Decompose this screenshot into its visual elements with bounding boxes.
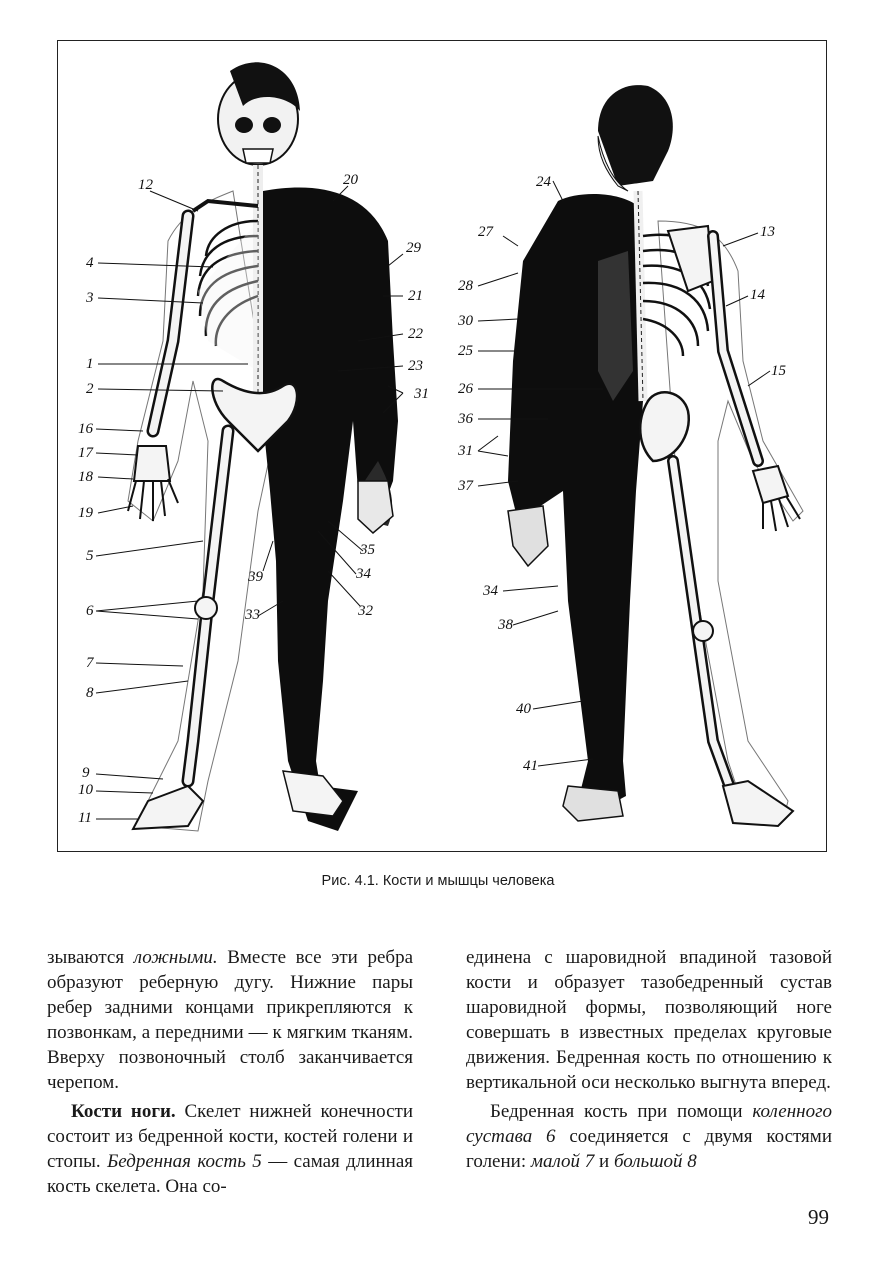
- callout-label: 24: [536, 174, 551, 190]
- callout-label: 11: [78, 810, 92, 826]
- callout-label: 28: [458, 278, 473, 294]
- callout-label: 25: [458, 343, 473, 359]
- text-column-right: [466, 945, 832, 1174]
- callout-label: 8: [86, 685, 94, 701]
- callout-label: 37: [458, 478, 473, 494]
- callout-label: 23: [408, 358, 423, 374]
- text-run: Вместе все эти ребра образуют реберную дугу. Нижние пары ребер задними концами прикрепляются к позвонкам, а передними — к мягким тканям. Вверху позвоночный столб заканчивается черепом.: [47, 947, 414, 1093]
- back-figure: [508, 85, 803, 826]
- callout-label: 3: [86, 290, 94, 306]
- italic-term: малой 7: [530, 1151, 595, 1172]
- callout-label: 35: [360, 542, 375, 558]
- text-run: зываются: [47, 947, 134, 968]
- figure-frame: [57, 40, 827, 852]
- paragraph: единена с шаровидной впадиной тазовой кости и образует тазобедренный сустав шаровидной формы, позволяющий ноге совершать в известных пределах круговые движения. Бедренная кость по отношению к вертикальной оси несколько выгнута вперед.: [466, 947, 832, 1093]
- callout-label: 22: [408, 326, 423, 342]
- callout-label: 31: [414, 386, 429, 402]
- callout-label: 15: [771, 363, 786, 379]
- callout-label: 40: [516, 701, 531, 717]
- callout-label: 34: [356, 566, 371, 582]
- callout-label: 10: [78, 782, 93, 798]
- callout-label: 34: [483, 583, 498, 599]
- paragraph: [47, 1099, 413, 1199]
- italic-term: большой 8: [613, 1151, 697, 1172]
- callout-label: 2: [86, 381, 94, 397]
- callout-label: 14: [750, 287, 765, 303]
- section-heading: Кости ноги.: [71, 1101, 176, 1122]
- callout-label: 18: [78, 469, 93, 485]
- italic-term: коленного сустава 6: [466, 1101, 832, 1147]
- callout-label: 30: [458, 313, 473, 329]
- callout-label: 27: [478, 224, 493, 240]
- callout-label: 1: [86, 356, 94, 372]
- text-run: Бедренная кость при помощи: [490, 1101, 753, 1122]
- paragraph: [47, 945, 413, 1095]
- italic-term: ложными.: [133, 947, 218, 968]
- callout-label: 39: [248, 569, 263, 585]
- anatomy-illustration: [58, 41, 827, 852]
- callout-label: 36: [458, 411, 473, 427]
- callout-label: 31: [458, 443, 473, 459]
- paragraph: [466, 1099, 832, 1174]
- callout-label: 5: [86, 548, 94, 564]
- callout-label: 41: [523, 758, 538, 774]
- callout-label: 9: [82, 765, 90, 781]
- callout-label: 33: [245, 607, 260, 623]
- text-run: и: [594, 1151, 614, 1172]
- callout-label: 21: [408, 288, 423, 304]
- callout-label: 29: [406, 240, 421, 256]
- callout-label: 6: [86, 603, 94, 619]
- callout-label: 12: [138, 177, 153, 193]
- text-column-left: [47, 945, 413, 1199]
- callout-label: 19: [78, 505, 93, 521]
- callout-label: 20: [343, 172, 358, 188]
- callout-label: 7: [86, 655, 94, 671]
- text-run: соединяется с двумя костями голени:: [466, 1126, 832, 1172]
- callout-label: 16: [78, 421, 93, 437]
- page-number: 99: [808, 1205, 829, 1229]
- figure-caption: Рис. 4.1. Кости и мышцы человека: [321, 873, 555, 889]
- text-run: — самая длинная кость скелета. Она со-: [47, 1151, 413, 1197]
- callout-label: 38: [498, 617, 513, 633]
- callout-label: 17: [78, 445, 93, 461]
- callout-label: 26: [458, 381, 473, 397]
- text-run: Скелет нижней конечности состоит из бедренной кости, костей голени и стопы.: [47, 1101, 413, 1172]
- italic-term: Бедренная кость 5: [107, 1151, 262, 1172]
- callout-label: 13: [760, 224, 775, 240]
- callout-label: 32: [358, 603, 373, 619]
- callout-label: 4: [86, 255, 94, 271]
